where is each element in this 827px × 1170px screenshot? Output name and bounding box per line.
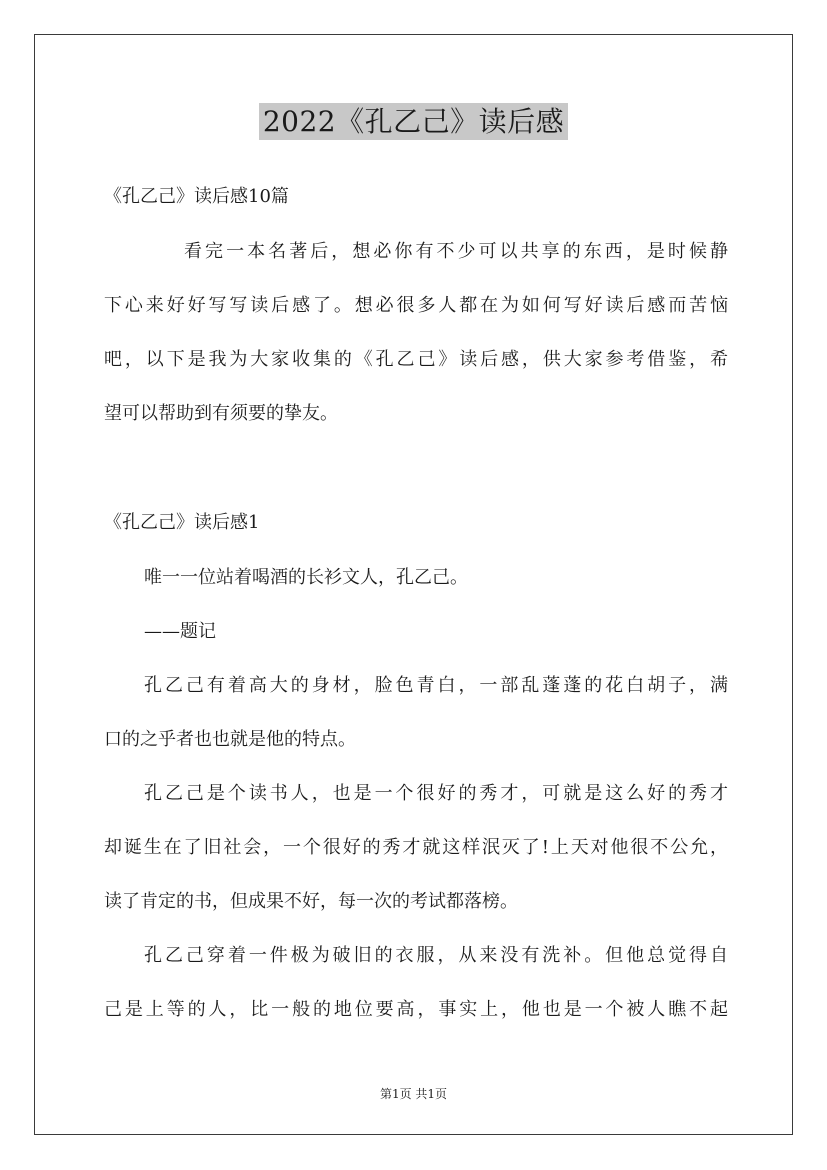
body-line: ——题记 [144,621,216,642]
section-heading: 《孔乙己》读后感1 [104,512,260,533]
intro-line: 望可以帮助到有须要的挚友。 [104,403,338,424]
body-line: 却诞生在了旧社会，一个很好的秀才就这样泯灭了!上天对他很不公允， [104,837,728,858]
intro-line: 看完一本名著后，想必你有不少可以共享的东西，是时候静 [184,241,728,262]
body-line: 唯一一位站着喝酒的长衫文人，孔乙己。 [144,567,468,588]
body-line: 读了肯定的书，但成果不好，每一次的考试都落榜。 [104,891,518,912]
title-text: 2022《孔乙己》读后感 [259,103,568,140]
intro-line: 下心来好好写写读后感了。想必很多人都在为如何写好读后感而苦恼 [104,295,728,316]
page-footer: 第1页 共1页 [379,1087,448,1101]
body-line: 孔乙己是个读书人，也是一个很好的秀才，可就是这么好的秀才 [144,783,728,804]
document-title [0,100,827,140]
body-line: 口的之乎者也也就是他的特点。 [104,729,356,750]
body-line: 己是上等的人，比一般的地位要高，事实上，他也是一个被人瞧不起 [104,999,728,1020]
body-line: 孔乙己有着高大的身材，脸色青白，一部乱蓬蓬的花白胡子，满 [144,675,728,696]
subtitle: 《孔乙己》读后感10篇 [104,186,289,207]
body-line: 孔乙己穿着一件极为破旧的衣服，从来没有洗补。但他总觉得自 [144,945,728,966]
intro-line: 吧，以下是我为大家收集的《孔乙己》读后感，供大家参考借鉴，希 [104,349,728,370]
